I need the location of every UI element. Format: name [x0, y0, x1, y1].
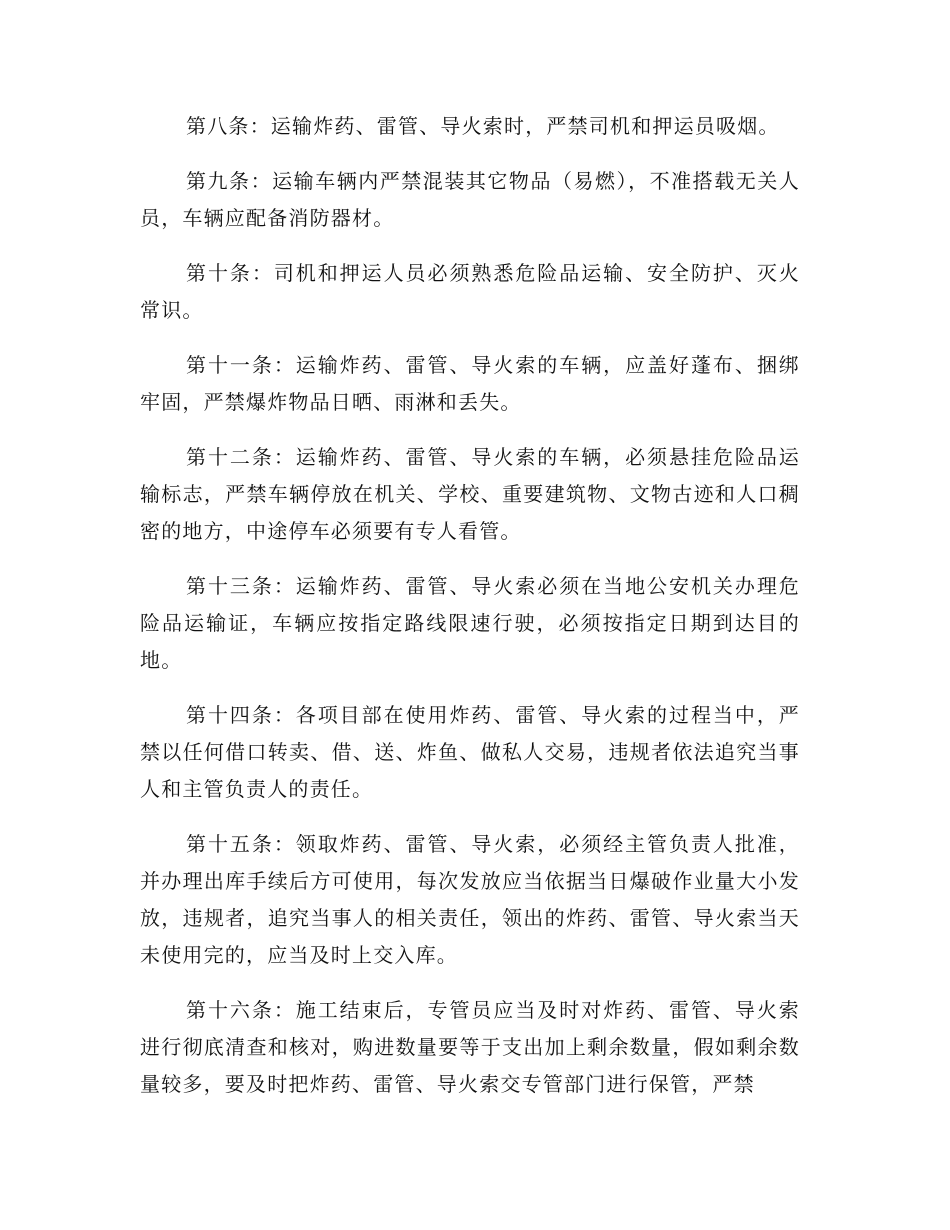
article-11: 第十一条：运输炸药、雷管、导火索的车辆，应盖好蓬布、捆绑牢固，严禁爆炸物品日晒、雨淋和丢失。 [140, 353, 800, 414]
article-13: 第十三条：运输炸药、雷管、导火索必须在当地公安机关办理危险品运输证，车辆应按指定路线限速行驶，必须按指定日期到达目的地。 [140, 574, 800, 672]
article-8: 第八条：运输炸药、雷管、导火索时，严禁司机和押运员吸烟。 [186, 114, 780, 138]
article-10: 第十条：司机和押运人员必须熟悉危险品运输、安全防护、灭火常识。 [140, 261, 800, 322]
article-14: 第十四条：各项目部在使用炸药、雷管、导火索的过程当中，严禁以任何借口转卖、借、送、炸鱼、做私人交易，违规者依法追究当事人和主管负责人的责任。 [140, 703, 800, 801]
article-15: 第十五条：领取炸药、雷管、导火索，必须经主管负责人批准，并办理出库手续后方可使用，每次发放应当依据当日爆破作业量大小发放，违规者，追究当事人的相关责任，领出的炸药、雷管、导火索当天未使用完的，应当及时上交入库。 [140, 832, 800, 967]
article-16: 第十六条：施工结束后，专管员应当及时对炸药、雷管、导火索进行彻底清查和核对，购进数量要等于支出加上剩余数量，假如剩余数量较多，要及时把炸药、雷管、导火索交专管部门进行保管，严禁 [140, 998, 800, 1096]
document-body [140, 108, 800, 1121]
article-12: 第十二条：运输炸药、雷管、导火索的车辆，必须悬挂危险品运输标志，严禁车辆停放在机关、学校、重要建筑物、文物古迹和人口稠密的地方，中途停车必须要有专人看管。 [140, 445, 800, 543]
article-9: 第九条：运输车辆内严禁混装其它物品（易燃），不准搭载无关人员，车辆应配备消防器材。 [140, 169, 800, 230]
